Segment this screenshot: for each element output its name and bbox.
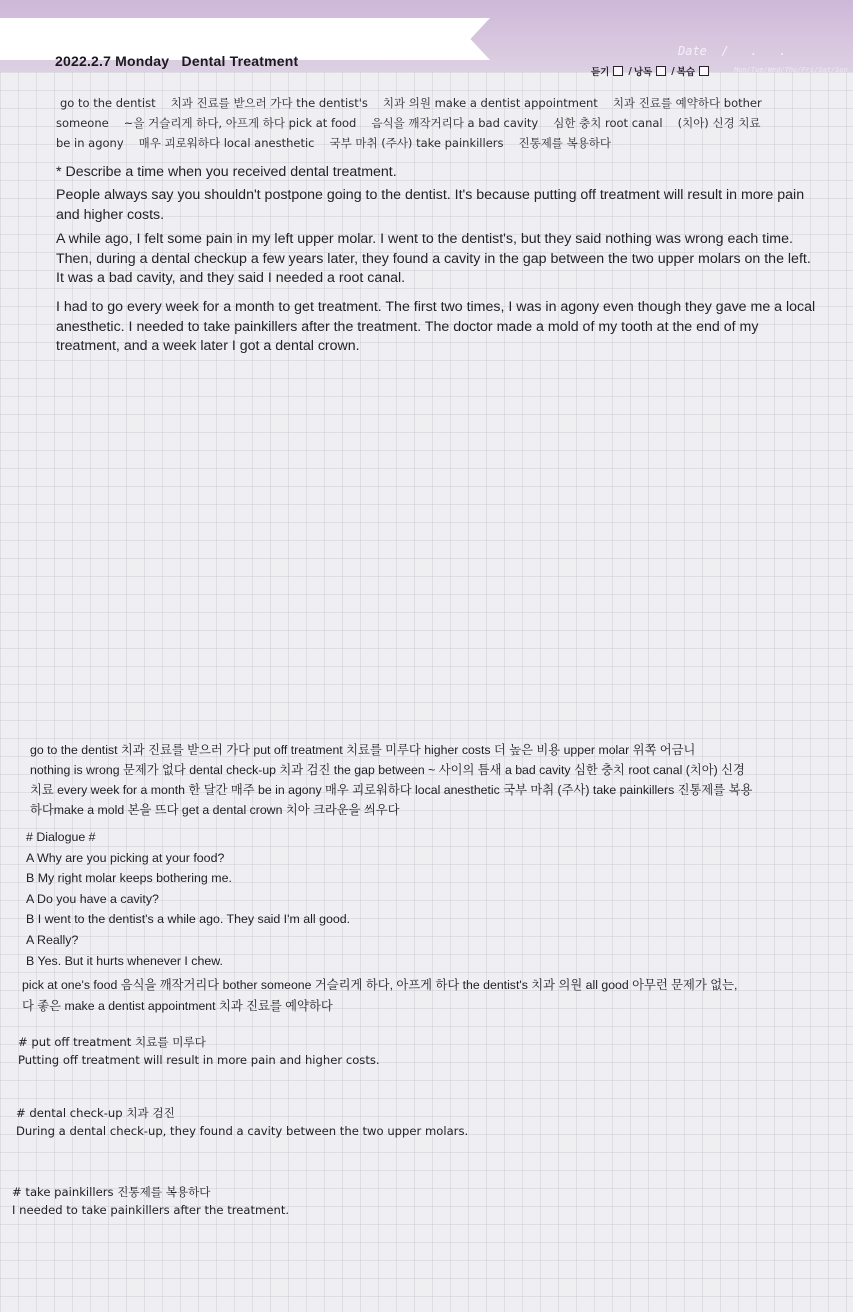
vocab-item: 진통제를 복용하다 <box>518 136 612 150</box>
vocab-bottom-line: 치료 every week for a month 한 달간 매주 be in agony 매우 괴로워하다 local anesthetic 국부 마취 (주사) take painkillers 진통제를 복용 <box>30 783 753 797</box>
essay-paragraph: A while ago, I felt some pain in my left upper molar. I went to the dentist's, but they said nothing was wrong each time. Then, during a dental checkup a few years later, they found a cavity in the gap between the two upper molars on the left. It was a bad cavity, and they said I needed a root canal. <box>56 231 811 287</box>
example-block <box>18 1033 818 1069</box>
vocab-item: 치과 의원 make a dentist appointment <box>382 96 598 110</box>
example-block <box>12 1183 812 1219</box>
example-block <box>16 1104 816 1140</box>
check-read-label: 낭독 <box>633 67 653 78</box>
dialogue-vocab-line: pick at one's food 음식을 깨작거리다 bother someone 거슬리게 하다, 아프게 하다 the dentist's 치과 의원 all good 아무런 문제가 없는, <box>22 978 738 992</box>
date-label: Date / . . <box>678 44 787 58</box>
dialogue-vocab-line: 다 좋은 make a dentist appointment 치과 진료를 예약하다 <box>22 999 333 1013</box>
check-listen-box[interactable] <box>613 66 623 76</box>
vocab-bottom-line: go to the dentist 치과 진료를 받으러 가다 put off treatment 치료를 미루다 higher costs 더 높은 비용 upper molar 위쪽 어금니 <box>30 743 696 757</box>
vocab-bottom-line: nothing is wrong 문제가 없다 dental check-up 치과 검진 the gap between ~ 사이의 틈새 a bad cavity 심한 충치 root canal (치아) 신경 <box>30 763 745 777</box>
vocab-line-3 <box>56 136 826 151</box>
essay-paragraph: I had to go every week for a month to get treatment. The first two times, I was in agony even though they gave me a local anesthetic. I needed to take painkillers after the treatment. The doctor made a mold of my tooth at the end of my treatment, and a week later I got a dental crown. <box>56 299 816 355</box>
essay-prompt: * Describe a time when you received dental treatment. <box>56 164 397 180</box>
essay-paragraph: People always say you shouldn't postpone going to the dentist. It's because putting off treatment will result in more pain and higher costs. <box>56 187 805 223</box>
check-review-label: 복습 <box>676 67 696 78</box>
example-sentence: Putting off treatment will result in more pain and higher costs. <box>18 1053 380 1067</box>
vocab-item: 음식을 깨작거리다 a bad cavity <box>371 116 539 130</box>
vocab-item: (치아) 신경 치료 <box>677 116 761 130</box>
page-title: 2022.2.7 Monday Dental Treatment <box>55 53 299 69</box>
vocab-item: go to the dentist <box>60 96 156 110</box>
example-heading: # dental check-up 치과 검진 <box>16 1106 175 1120</box>
vocab-item: 치과 진료를 받으러 가다 the dentist's <box>170 96 368 110</box>
vocab-item: someone <box>56 116 109 130</box>
vocab-item: 치과 진료를 예약하다 bother <box>612 96 762 110</box>
vocab-line-1 <box>60 96 830 111</box>
study-checklist: 듣기 / 낭독 / 복습 <box>591 64 712 78</box>
vocab-item: be in agony <box>56 136 124 150</box>
vocab-item: ~을 거슬리게 하다, 아프게 하다 pick at food <box>123 116 357 130</box>
dialogue-line: B Yes. But it hurts whenever I chew. <box>26 953 223 968</box>
dialogue-line: B I went to the dentist's a while ago. They said I'm all good. <box>26 912 351 927</box>
dialogue-section <box>26 827 350 971</box>
example-sentence: During a dental check-up, they found a cavity between the two upper molars. <box>16 1124 469 1138</box>
example-heading: # take painkillers 진통제를 복용하다 <box>12 1185 211 1199</box>
example-heading: # put off treatment 치료를 미루다 <box>18 1035 206 1049</box>
dialogue-heading: # Dialogue # <box>26 830 96 844</box>
weekday-row: Mon/Tue/Wed/Thu/Fri/Sat/Sun <box>734 66 848 74</box>
vocab-item: 매우 괴로워하다 local anesthetic <box>138 136 315 150</box>
check-review-box[interactable] <box>699 66 709 76</box>
check-read-box[interactable] <box>656 66 666 76</box>
dialogue-line: A Do you have a cavity? <box>26 891 159 906</box>
dialogue-line: A Why are you picking at your food? <box>26 850 225 865</box>
example-sentence: I needed to take painkillers after the treatment. <box>12 1203 290 1217</box>
vocab-bottom-line: 하다make a mold 본을 뜨다 get a dental crown 치아 크라운을 씌우다 <box>30 803 400 817</box>
vocab-item: 국부 마취 (주사) take painkillers <box>329 136 504 150</box>
vocab-item: 심한 충치 root canal <box>553 116 663 130</box>
dialogue-line: B My right molar keeps bothering me. <box>26 871 232 886</box>
vocab-line-2 <box>56 116 826 131</box>
dialogue-line: A Really? <box>26 932 79 947</box>
check-listen-label: 듣기 <box>591 67 610 78</box>
